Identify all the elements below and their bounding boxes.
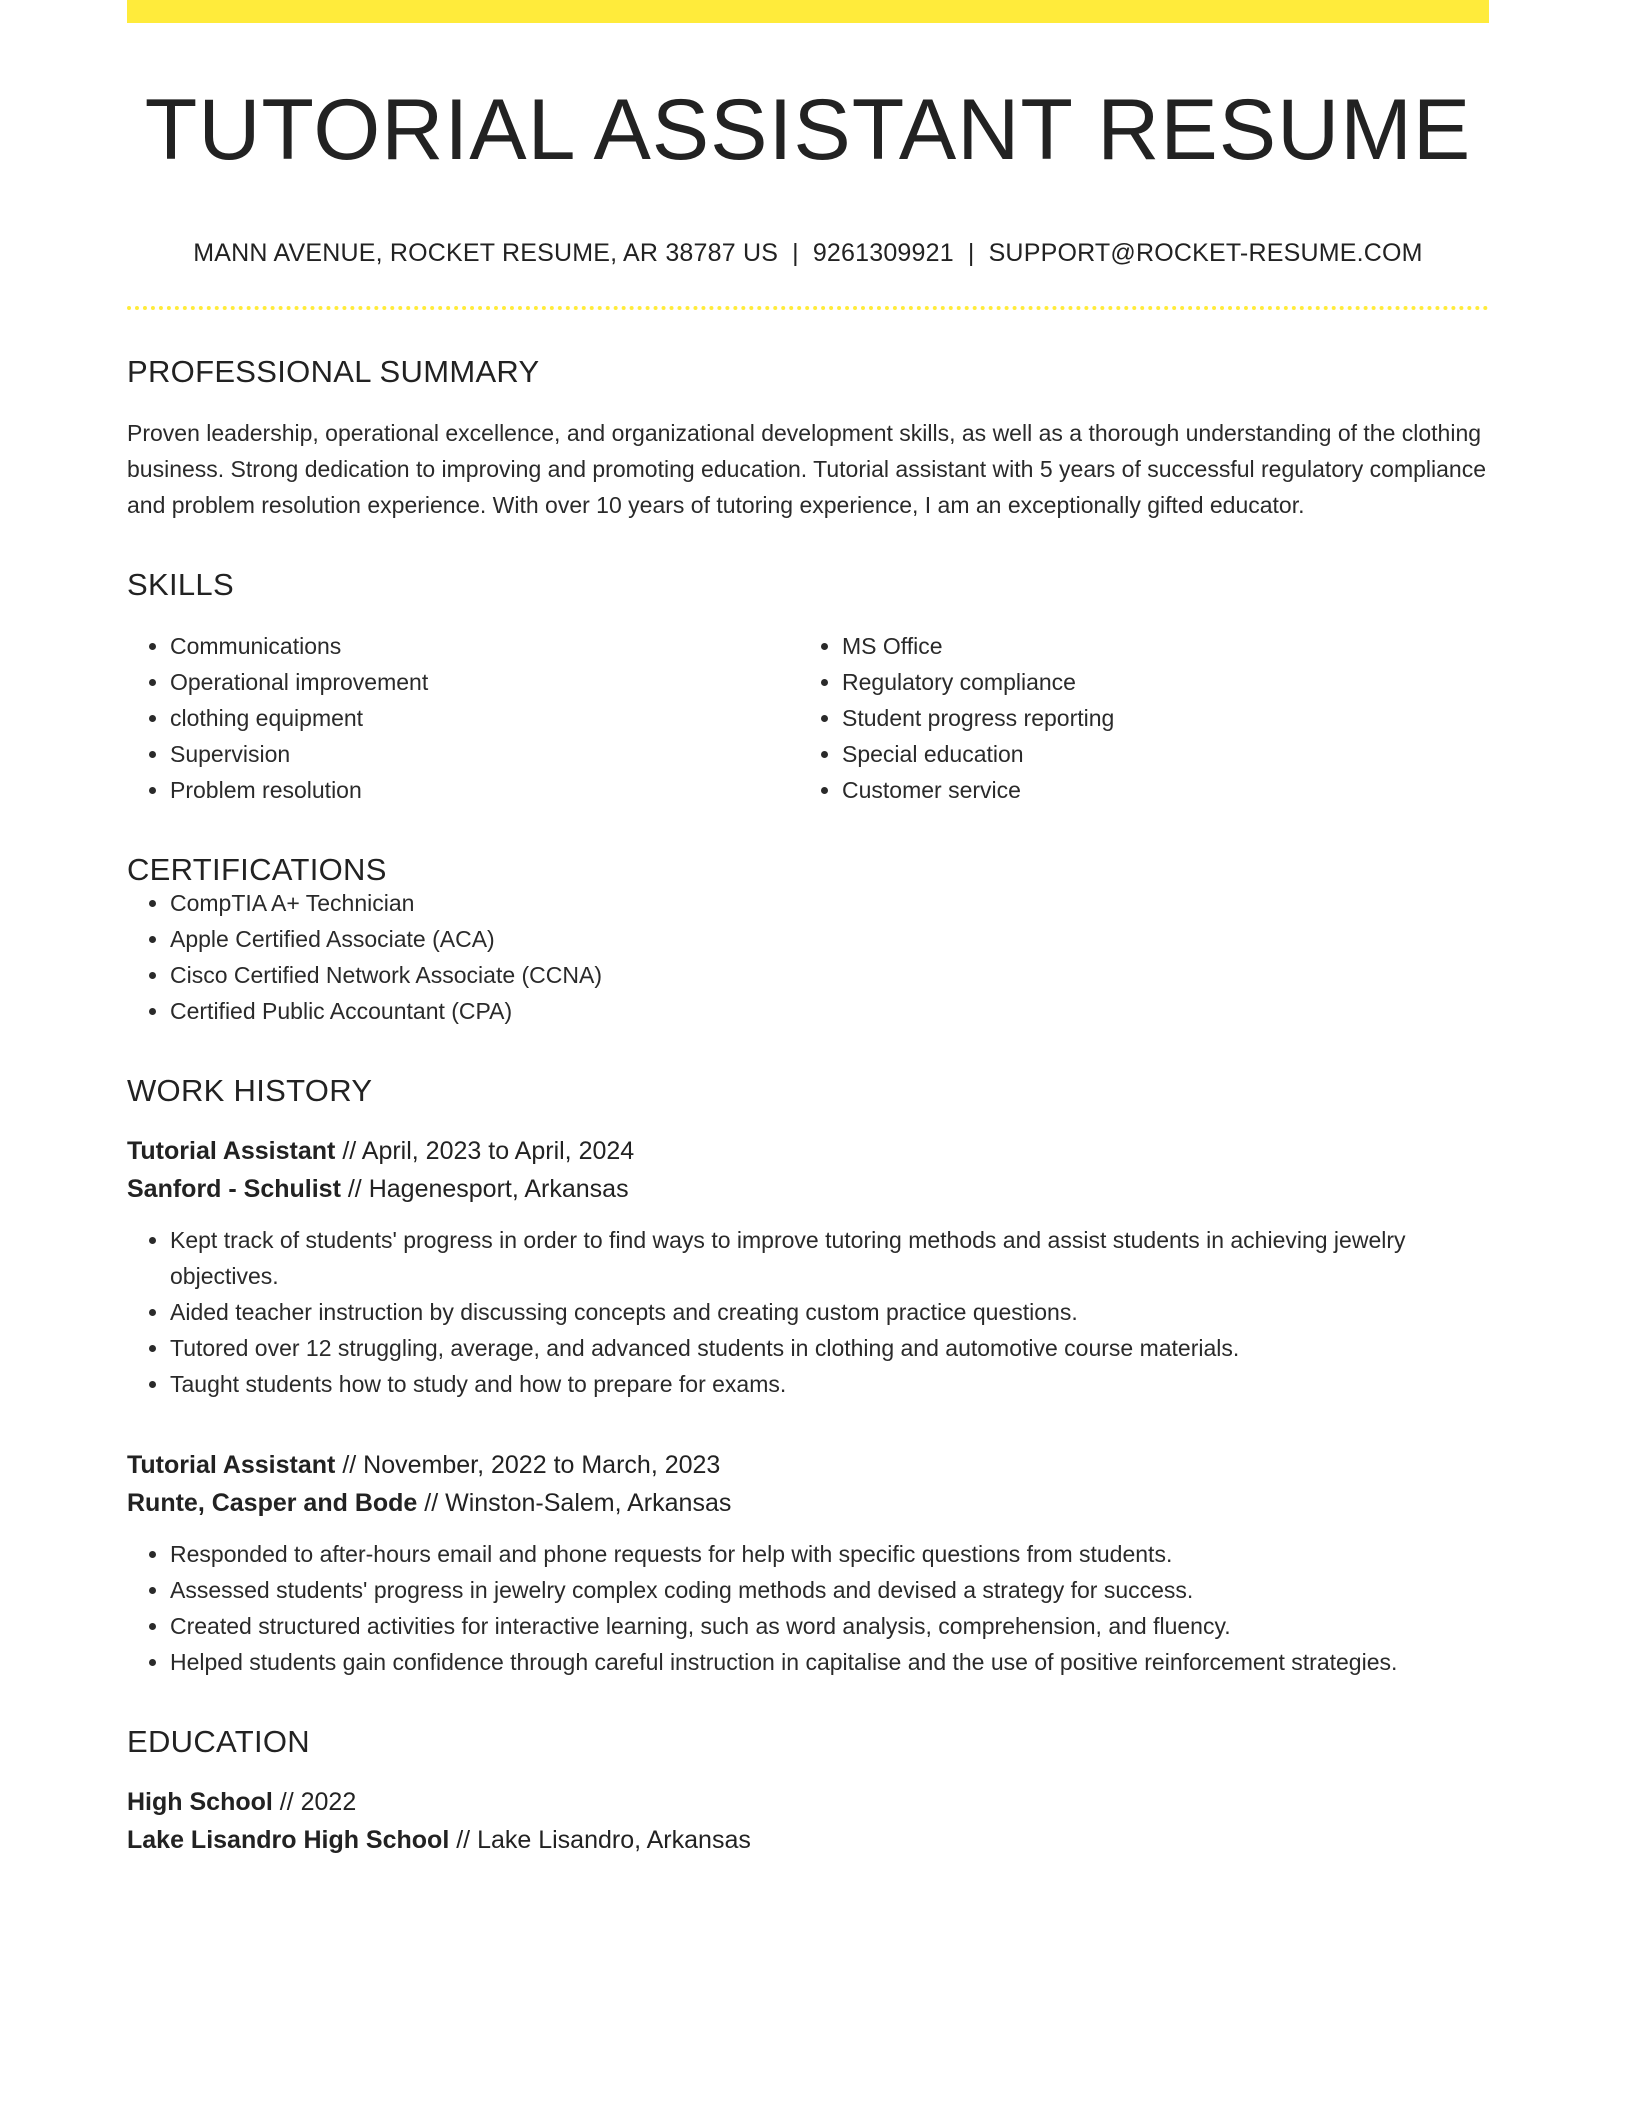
section-heading-summary: PROFESSIONAL SUMMARY xyxy=(127,354,540,389)
summary-text: Proven leadership, operational excellence, and organizational development skills, as well as a thorough understanding of the clothing business. Strong dedication to improving and promoting education. Tutorial assistant with 5 years of successful regulatory compliance and problem resolution experience. With over 10 years of tutoring experience, I am an exceptionally gifted educator. xyxy=(127,420,1486,518)
delimiter: // xyxy=(272,1788,301,1816)
job-dates: April, 2023 to April, 2024 xyxy=(361,1137,635,1165)
job-bullet: • Aided teacher instruction by discussing concepts and creating custom practice questions. xyxy=(170,1294,1489,1330)
job-bullet: • Helped students gain confidence through careful instruction in capitalise and the use of positive reinforcement strategies. xyxy=(170,1644,1489,1680)
job-bullet: • Tutored over 12 struggling, average, and advanced students in clothing and automotive course materials. xyxy=(170,1330,1489,1366)
skill-item: • Regulatory compliance xyxy=(842,664,1471,700)
delimiter: // xyxy=(340,1175,369,1203)
job-company-line xyxy=(127,1170,1489,1208)
contact-address: MANN AVENUE, ROCKET RESUME, AR 38787 US xyxy=(193,239,779,267)
certification-item: • CompTIA A+ Technician xyxy=(170,885,1489,921)
section-heading-skills: SKILLS xyxy=(127,567,234,602)
skill-item: • MS Office xyxy=(842,628,1471,664)
delimiter: // xyxy=(335,1451,364,1479)
job-bullets xyxy=(127,1222,1489,1402)
education-school-line xyxy=(127,1821,1489,1859)
skill-item: • Communications xyxy=(170,628,799,664)
job-company: Sanford - Schulist xyxy=(127,1175,341,1203)
skill-item: • Student progress reporting xyxy=(842,700,1471,736)
skill-item: • Operational improvement xyxy=(170,664,799,700)
job-title-line xyxy=(127,1446,1489,1484)
contact-separator: | xyxy=(967,239,975,267)
job-location: Hagenesport, Arkansas xyxy=(368,1175,629,1203)
skills-column-right xyxy=(799,628,1471,808)
education-school: Lake Lisandro High School xyxy=(127,1826,450,1854)
education-degree-line xyxy=(127,1783,1489,1821)
contact-line xyxy=(127,239,1489,268)
skill-item: • Problem resolution xyxy=(170,772,799,808)
job-title: Tutorial Assistant xyxy=(127,1137,336,1165)
job-entry xyxy=(127,1132,1489,1402)
job-title-line xyxy=(127,1132,1489,1170)
job-dates: November, 2022 to March, 2023 xyxy=(363,1451,721,1479)
job-entry xyxy=(127,1446,1489,1680)
education-location: Lake Lisandro, Arkansas xyxy=(477,1826,751,1854)
resume-title: TUTORIAL ASSISTANT RESUME xyxy=(144,82,1472,178)
job-company-line xyxy=(127,1484,1489,1522)
education-entry xyxy=(127,1783,1489,1859)
job-bullet: • Responded to after-hours email and phone requests for help with specific questions from students. xyxy=(170,1536,1489,1572)
job-bullet: • Assessed students' progress in jewelry complex coding methods and devised a strategy for success. xyxy=(170,1572,1489,1608)
section-heading-certifications: CERTIFICATIONS xyxy=(127,852,387,887)
accent-top-bar xyxy=(127,0,1489,23)
section-heading-work-history: WORK HISTORY xyxy=(127,1073,373,1108)
job-title: Tutorial Assistant xyxy=(127,1451,336,1479)
certification-item: • Cisco Certified Network Associate (CCNA) xyxy=(170,957,1489,993)
certifications-list xyxy=(127,885,1489,1029)
job-bullets xyxy=(127,1536,1489,1680)
contact-phone: 9261309921 xyxy=(812,239,954,267)
education-year: 2022 xyxy=(300,1788,357,1816)
skill-item: • clothing equipment xyxy=(170,700,799,736)
job-bullet: • Taught students how to study and how to prepare for exams. xyxy=(170,1366,1489,1402)
dotted-divider xyxy=(127,306,1489,310)
job-bullet: • Kept track of students' progress in order to find ways to improve tutoring methods and assist students in achieving jewelry objectives. xyxy=(170,1222,1489,1294)
resume-page xyxy=(127,0,1489,1859)
job-bullet: • Created structured activities for interactive learning, such as word analysis, comprehension, and fluency. xyxy=(170,1608,1489,1644)
contact-email: SUPPORT@ROCKET-RESUME.COM xyxy=(988,239,1423,267)
certification-item: • Apple Certified Associate (ACA) xyxy=(170,921,1489,957)
delimiter: // xyxy=(335,1137,362,1165)
skills-column-left xyxy=(127,628,799,808)
job-company: Runte, Casper and Bode xyxy=(127,1489,418,1517)
skill-item: • Supervision xyxy=(170,736,799,772)
skill-item: • Special education xyxy=(842,736,1471,772)
delimiter: // xyxy=(449,1826,478,1854)
job-location: Winston-Salem, Arkansas xyxy=(445,1489,732,1517)
certification-item: • Certified Public Accountant (CPA) xyxy=(170,993,1489,1029)
delimiter: // xyxy=(417,1489,446,1517)
education-degree: High School xyxy=(127,1788,273,1816)
contact-separator: | xyxy=(792,239,799,267)
skill-item: • Customer service xyxy=(842,772,1471,808)
skills-list xyxy=(127,628,1489,808)
section-heading-education: EDUCATION xyxy=(127,1724,310,1759)
